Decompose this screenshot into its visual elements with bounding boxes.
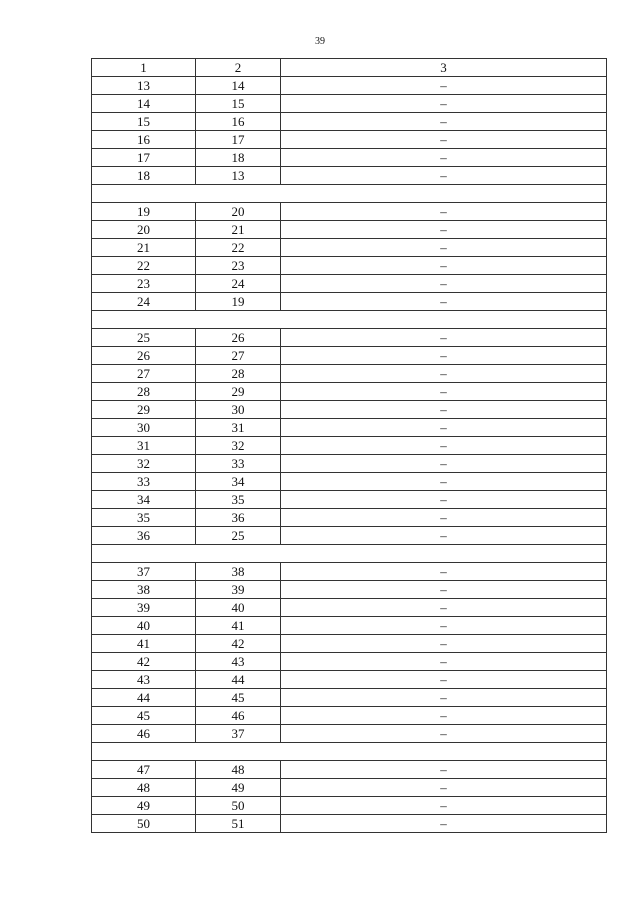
table-cell-col-3: – bbox=[281, 293, 607, 311]
table-cell-col-2: 22 bbox=[196, 239, 281, 257]
table-cell-col-3: – bbox=[281, 275, 607, 293]
table-cell-col-2: 14 bbox=[196, 77, 281, 95]
group-separator-row bbox=[92, 743, 607, 761]
table-row bbox=[92, 203, 607, 221]
table-cell-col-1: 46 bbox=[92, 725, 196, 743]
table-cell-col-3: – bbox=[281, 437, 607, 455]
table-cell-col-3: – bbox=[281, 131, 607, 149]
table-cell-col-2: 28 bbox=[196, 365, 281, 383]
table-cell-col-3: – bbox=[281, 599, 607, 617]
table-row bbox=[92, 239, 607, 257]
table-cell-col-1: 42 bbox=[92, 653, 196, 671]
table-row bbox=[92, 563, 607, 581]
table-row bbox=[92, 329, 607, 347]
table-cell-col-2: 24 bbox=[196, 275, 281, 293]
table-cell-col-3: – bbox=[281, 113, 607, 131]
table-cell-col-3: – bbox=[281, 761, 607, 779]
table-cell-col-2: 13 bbox=[196, 167, 281, 185]
table-row bbox=[92, 473, 607, 491]
table-cell-col-1: 18 bbox=[92, 167, 196, 185]
table-cell-col-3: – bbox=[281, 167, 607, 185]
table-cell-col-3: – bbox=[281, 671, 607, 689]
table-cell-col-1: 19 bbox=[92, 203, 196, 221]
header-cell-3: 3 bbox=[281, 59, 607, 77]
table-row bbox=[92, 581, 607, 599]
table-row bbox=[92, 347, 607, 365]
table-cell-col-1: 30 bbox=[92, 419, 196, 437]
table-cell-col-1: 28 bbox=[92, 383, 196, 401]
table-cell-col-3: – bbox=[281, 617, 607, 635]
table-cell-col-2: 50 bbox=[196, 797, 281, 815]
data-table bbox=[91, 58, 607, 833]
table-cell-col-1: 15 bbox=[92, 113, 196, 131]
table-cell-col-1: 36 bbox=[92, 527, 196, 545]
table-cell-col-2: 41 bbox=[196, 617, 281, 635]
table-cell-col-2: 27 bbox=[196, 347, 281, 365]
table-cell-col-1: 45 bbox=[92, 707, 196, 725]
table-cell-col-3: – bbox=[281, 473, 607, 491]
table-cell-col-1: 22 bbox=[92, 257, 196, 275]
table-cell-col-2: 15 bbox=[196, 95, 281, 113]
table-cell-col-1: 48 bbox=[92, 779, 196, 797]
table-cell-col-1: 40 bbox=[92, 617, 196, 635]
header-cell-1: 1 bbox=[92, 59, 196, 77]
table-row bbox=[92, 725, 607, 743]
table-cell-col-1: 29 bbox=[92, 401, 196, 419]
table-cell-col-2: 32 bbox=[196, 437, 281, 455]
table-cell-col-2: 31 bbox=[196, 419, 281, 437]
table-row bbox=[92, 815, 607, 833]
table-cell-col-2: 51 bbox=[196, 815, 281, 833]
table-cell-col-3: – bbox=[281, 509, 607, 527]
group-separator-row bbox=[92, 311, 607, 329]
table-cell-col-1: 14 bbox=[92, 95, 196, 113]
table-row bbox=[92, 365, 607, 383]
table-cell-col-2: 20 bbox=[196, 203, 281, 221]
table-cell-col-1: 26 bbox=[92, 347, 196, 365]
table-cell-col-3: – bbox=[281, 329, 607, 347]
table-row bbox=[92, 437, 607, 455]
table-cell-col-2: 43 bbox=[196, 653, 281, 671]
table-row bbox=[92, 131, 607, 149]
table-cell-col-3: – bbox=[281, 365, 607, 383]
table-cell-col-2: 46 bbox=[196, 707, 281, 725]
table-cell-col-2: 18 bbox=[196, 149, 281, 167]
table-row bbox=[92, 113, 607, 131]
table-row bbox=[92, 797, 607, 815]
table-row bbox=[92, 221, 607, 239]
table-cell-col-2: 44 bbox=[196, 671, 281, 689]
table-row bbox=[92, 275, 607, 293]
table-cell-col-3: – bbox=[281, 149, 607, 167]
table-cell-col-3: – bbox=[281, 383, 607, 401]
table-cell-col-2: 19 bbox=[196, 293, 281, 311]
table-cell-col-2: 25 bbox=[196, 527, 281, 545]
table-cell-col-3: – bbox=[281, 239, 607, 257]
table-cell-col-3: – bbox=[281, 779, 607, 797]
header-cell-2: 2 bbox=[196, 59, 281, 77]
table-cell-col-2: 30 bbox=[196, 401, 281, 419]
table-cell-col-3: – bbox=[281, 419, 607, 437]
table-cell-col-2: 39 bbox=[196, 581, 281, 599]
table-cell-col-3: – bbox=[281, 221, 607, 239]
table-cell-col-2: 33 bbox=[196, 455, 281, 473]
table-cell-col-3: – bbox=[281, 797, 607, 815]
table-cell-col-3: – bbox=[281, 563, 607, 581]
table-row bbox=[92, 671, 607, 689]
table-cell-col-2: 34 bbox=[196, 473, 281, 491]
table-cell-col-3: – bbox=[281, 653, 607, 671]
table-cell-col-3: – bbox=[281, 707, 607, 725]
table-row bbox=[92, 401, 607, 419]
table-cell-col-3: – bbox=[281, 725, 607, 743]
table-cell-col-3: – bbox=[281, 815, 607, 833]
table-row bbox=[92, 635, 607, 653]
table-cell-col-1: 24 bbox=[92, 293, 196, 311]
table-cell-col-1: 47 bbox=[92, 761, 196, 779]
table-cell-col-1: 33 bbox=[92, 473, 196, 491]
table-row bbox=[92, 149, 607, 167]
table-cell-col-1: 32 bbox=[92, 455, 196, 473]
table-row bbox=[92, 293, 607, 311]
table-cell-col-3: – bbox=[281, 77, 607, 95]
table-row bbox=[92, 257, 607, 275]
table-row bbox=[92, 599, 607, 617]
table-row bbox=[92, 455, 607, 473]
table-cell-col-3: – bbox=[281, 257, 607, 275]
table-cell-col-3: – bbox=[281, 581, 607, 599]
table-cell-col-3: – bbox=[281, 203, 607, 221]
table-cell-col-3: – bbox=[281, 491, 607, 509]
table-cell-col-1: 23 bbox=[92, 275, 196, 293]
group-separator-cell bbox=[92, 743, 607, 761]
table-cell-col-3: – bbox=[281, 527, 607, 545]
table-cell-col-2: 16 bbox=[196, 113, 281, 131]
table-cell-col-1: 13 bbox=[92, 77, 196, 95]
group-separator-row bbox=[92, 185, 607, 203]
table-row bbox=[92, 491, 607, 509]
table-cell-col-2: 29 bbox=[196, 383, 281, 401]
table-body bbox=[92, 59, 607, 833]
table-cell-col-1: 37 bbox=[92, 563, 196, 581]
table-cell-col-3: – bbox=[281, 455, 607, 473]
table-cell-col-2: 36 bbox=[196, 509, 281, 527]
table-cell-col-2: 49 bbox=[196, 779, 281, 797]
table-row bbox=[92, 779, 607, 797]
table-cell-col-3: – bbox=[281, 401, 607, 419]
table-row bbox=[92, 689, 607, 707]
group-separator-cell bbox=[92, 185, 607, 203]
table-cell-col-1: 50 bbox=[92, 815, 196, 833]
table-cell-col-3: – bbox=[281, 635, 607, 653]
table-cell-col-1: 16 bbox=[92, 131, 196, 149]
table-cell-col-1: 39 bbox=[92, 599, 196, 617]
table-cell-col-1: 27 bbox=[92, 365, 196, 383]
table-cell-col-2: 45 bbox=[196, 689, 281, 707]
table-cell-col-1: 38 bbox=[92, 581, 196, 599]
table-cell-col-1: 21 bbox=[92, 239, 196, 257]
table-row bbox=[92, 527, 607, 545]
table-cell-col-2: 26 bbox=[196, 329, 281, 347]
table-cell-col-1: 43 bbox=[92, 671, 196, 689]
table-cell-col-1: 44 bbox=[92, 689, 196, 707]
table-cell-col-1: 31 bbox=[92, 437, 196, 455]
header-row bbox=[92, 59, 607, 77]
table-row bbox=[92, 167, 607, 185]
table-cell-col-1: 49 bbox=[92, 797, 196, 815]
table-row bbox=[92, 383, 607, 401]
table-cell-col-1: 17 bbox=[92, 149, 196, 167]
table-cell-col-3: – bbox=[281, 347, 607, 365]
table-cell-col-2: 40 bbox=[196, 599, 281, 617]
group-separator-cell bbox=[92, 545, 607, 563]
table-cell-col-2: 23 bbox=[196, 257, 281, 275]
table-cell-col-1: 25 bbox=[92, 329, 196, 347]
table-cell-col-2: 48 bbox=[196, 761, 281, 779]
table-cell-col-2: 42 bbox=[196, 635, 281, 653]
table-row bbox=[92, 419, 607, 437]
table-cell-col-2: 17 bbox=[196, 131, 281, 149]
table-cell-col-1: 34 bbox=[92, 491, 196, 509]
table-row bbox=[92, 509, 607, 527]
table-row bbox=[92, 707, 607, 725]
group-separator-row bbox=[92, 545, 607, 563]
table-cell-col-2: 21 bbox=[196, 221, 281, 239]
table-row bbox=[92, 761, 607, 779]
table-cell-col-3: – bbox=[281, 95, 607, 113]
table-row bbox=[92, 95, 607, 113]
table-row bbox=[92, 617, 607, 635]
table-cell-col-2: 37 bbox=[196, 725, 281, 743]
table-cell-col-2: 38 bbox=[196, 563, 281, 581]
table-row bbox=[92, 77, 607, 95]
table-row bbox=[92, 653, 607, 671]
table-cell-col-2: 35 bbox=[196, 491, 281, 509]
group-separator-cell bbox=[92, 311, 607, 329]
table-cell-col-1: 35 bbox=[92, 509, 196, 527]
table-cell-col-1: 20 bbox=[92, 221, 196, 239]
page-number: 39 bbox=[315, 36, 325, 47]
table-cell-col-1: 41 bbox=[92, 635, 196, 653]
table-cell-col-3: – bbox=[281, 689, 607, 707]
